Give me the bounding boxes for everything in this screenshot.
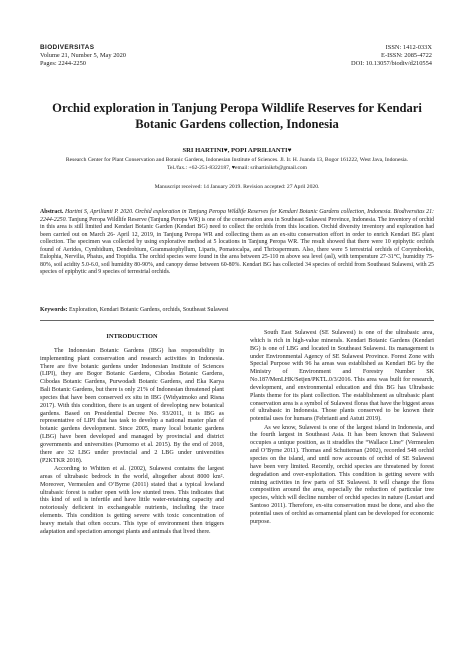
introduction-heading: INTRODUCTION [106, 333, 158, 340]
intro-paragraph-4: As we know, Sulawesi is one of the largest island in Indonesia, and the fourth largest in Southeast Asia. It has been known that Sulawesi occupies a unique position, as it straddles the “Wallace Line” (Vermeulen and O’Byrne 2011). Thomas and Schuiteman (2002), recorded 548 orchid species on the island, and until now accounts of orchid of SE Sulawesi have been very limited. Recently, orchid species are threatened by forest degradation and over-exploitation. This condition is getting severe with mining activities in few parts of SE Sulawesi. It will change the flora composition around the area, especially the reduction of particular tree species, which will decline number of orchid species in nature (Lestari and Santoso 2011). Therefore, ex-situ conservation must be done, and also the potential uses of orchid as ornamental plant can be developed for economic purpose. [250, 424, 434, 525]
journal-header-left [40, 44, 126, 69]
journal-issn: ISSN: 1412-033X [385, 44, 432, 51]
keywords-label: Keywords: [40, 307, 68, 313]
article-authors: SRI HARTINI♥, POPI APRILIANTI♥ [182, 147, 292, 154]
keywords-text: Exploration, Kendari Botanic Gardens, orchids, Southeast Sulawesi [68, 307, 229, 313]
journal-doi: DOI: 10.13057/biodiv/d210554 [351, 60, 432, 68]
manuscript-dates: Manuscript received: 14 January 2019. Revision accepted: 27 April 2020. [154, 184, 320, 190]
intro-paragraph-3: South East Sulawesi (SE Sulawesi) is one of the ultrabasic area, which is rich in high-value minerals. Kendari Botanic Gardens (Kendari BG) is one of LBG and located in Southeast Sulawesi. Its management is under Environmental Agency of SE Sulawesi Province. Forest Zone with Special Purpose with 96 ha areas was established as Kendari BG by the Ministry of Environment and Forestry Number SK No.187/MenLHK/Setjen/PKTL.0/3/2016. This area was built for research, development, and environmental education and this BG has Ultrabasic Plants theme for its plant collection. The establishment as ultrabasic plant conservation area is a symbol of Sulawesi floras that have the biggest areas of ultrabasic in Indonesia. Those plants conserved to be known their potential uses for humans (Febrianti and Astuti 2019). [250, 330, 434, 423]
left-column [40, 333, 224, 537]
journal-eissn: E-ISSN: 2085-4722 [381, 52, 432, 60]
author-affiliation [44, 157, 430, 172]
keywords [40, 307, 434, 313]
right-column [250, 330, 434, 527]
affiliation-address: Research Center for Plant Conservation and Botanic Gardens, Indonesian Institute of Sciences. Jl. Ir. H. Juanda 13, Bogor 161222, West Java, Indonesia. [65, 157, 409, 163]
article-title: Orchid exploration in Tanjung Peropa Wildlife Reserves for Kendari Botanic Gardens collection, Indonesia [52, 101, 422, 131]
journal-header-right [351, 44, 432, 69]
section-divider [40, 320, 434, 321]
intro-paragraph-2: According to Whitten et al. (2002), Sulawesi contains the largest areas of ultrabasic bedrock in the world, altogether about 8000 km². Moreover, Vermeulen and O’Byrne (2011) stated that a typical lowland ultrabasic forest is rather open with low stunted trees. This indicates that this kind of soil is infertile and have little water-retaining capacity and notoriously deficient in exchangeable nutrients, including the trace elements. This condition is getting severe with toxic concentration of heavy metals that often occurs. This type of environment then triggers adaptation and speciation amongst plants and animals that lived there. [40, 466, 224, 535]
abstract-body: Tanjung Peropa Wildlife Reserve (Tanjung Peropa WR) is one of the conservation area in Southeast Sulawesi Province, Indonesia. The inventory of orchid in this area is still limited and Kendari Botanic Garden (Kendari BG) need to collect the orchids from this location. Orchid diversity inventory and exploration had been carried out on March 26- April 12, 2019, in Tanjung Peropa WR and collecting them as an ex-situ conservation effort in order to enrich Kendari BG plant collection. The specimen was collected by using explorative method at 5 locations in Tanjung Peropa WR. The result showed that there were 10 epiphytic orchids found of Aerides, Cymbidium, Dendrobium, Grammatophyllum, Liparis, Pomatocalpa, and Thrixspermum. Also, there were 5 terrestrial orchids of Corymborkis, Eulophia, Nervilia, Phaius, and Tropidia. The orchid species were found in the area between 25-110 m above sea level (asl), with temperature 27-31°C, humidity 75-80%, soil acidity 5.0-6.0, soil humidity 80-90%, and canopy dense between 60-80%. Kendari BG has collected 34 species of orchid from Southeast Sulawesi, with 25 species of epiphytic and 9 species of terrestrial orchids. [40, 216, 434, 276]
abstract [40, 209, 434, 277]
intro-paragraph-1: The Indonesian Botanic Gardens (IBG) has responsibility in implementing plant conservation and research activities in Indonesia. There are five botanic gardens under Indonesian Institute of Sciences (LIPI), they are Bogor Botanic Gardens, Cibodas Botanic Gardens, Cibodas Botanic Gardens, Purwodadi Botanic Gardens, and Eka Karya Bali Botanic Gardens, but there is only 21% of Indonesian threatened plant species that have been conserved ex situ in IBG (Widyatmoko and Risna 2017). With this condition, there is an urgent of developing new botanical gardens. Based on Presidential Decree No. 93/2011, it is IBG as representative of LIPI that has task to develop a national master plan of botanic gardens development. Since 2005, many local botanic gardens (LBG) have been developed and managed by provincial and district governments and universities (Purnomo et al. 2015). By the end of 2018, there are 32 LBG under provincial and 2 LBG under universities (P2KTKR 2018). [40, 347, 224, 464]
affiliation-contact: Tel./fax.: +62-251-8322187, ♥email: srihartinikrb@gmail.com [166, 164, 308, 171]
abstract-citation: Hartini S, Aprilianti P. 2020. Orchid exploration in Tanjung Peropa Wildlife Reserves for Kendari Botanic Gardens collection, Indonesia. Biodiversitas 21: 2244-2250. [40, 209, 434, 223]
journal-pages: Pages: 2244-2250 [40, 60, 86, 68]
journal-name: BIODIVERSITAS [40, 44, 95, 51]
journal-volume: Volume 21, Number 5, May 2020 [40, 52, 126, 60]
abstract-label: Abstract. [40, 209, 64, 215]
